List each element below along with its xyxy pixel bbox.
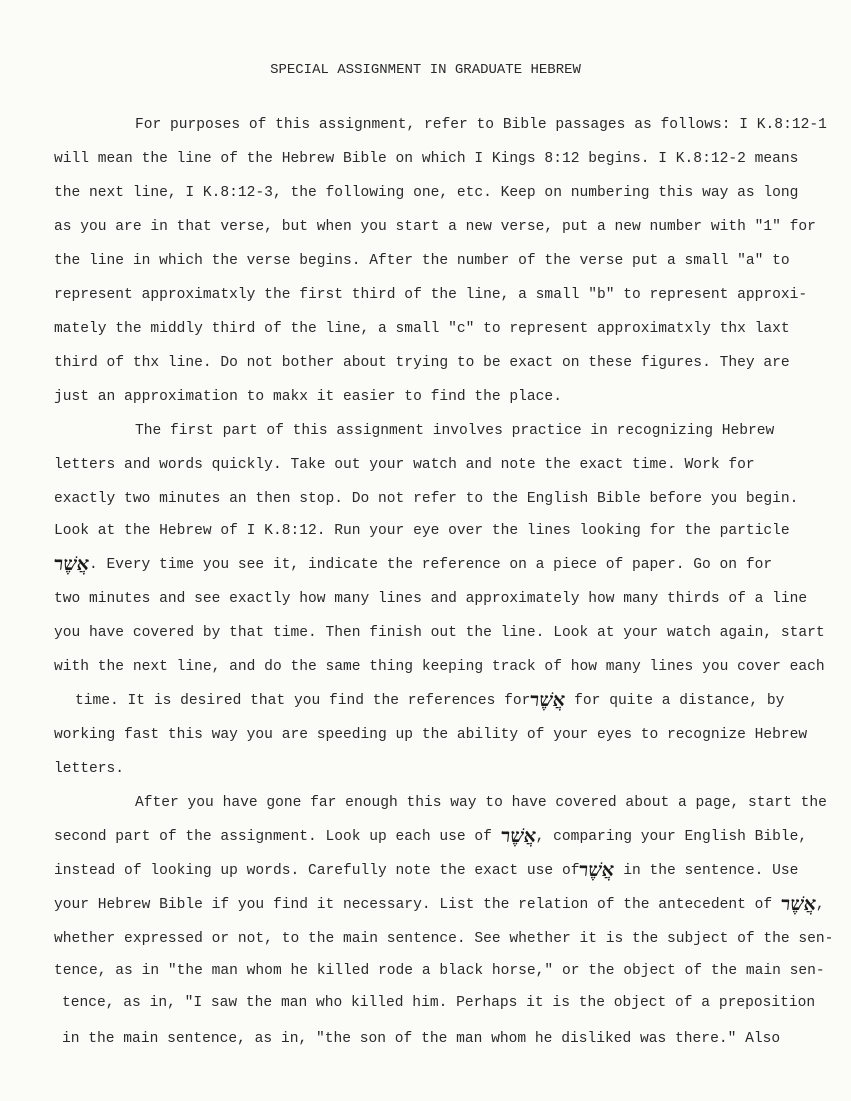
text-line: just an approximation to makx it easier to find the place.: [54, 389, 562, 405]
text-line: letters and words quickly. Take out your watch and note the exact time. Work for: [54, 457, 755, 473]
text-line: the next line, I K.8:12-3, the following one, etc. Keep on numbering this way as long: [54, 185, 799, 201]
text-line: you have covered by that time. Then finish out the line. Look at your watch again, start: [54, 625, 825, 641]
page-title: SPECIAL ASSIGNMENT IN GRADUATE HEBREW: [270, 62, 581, 78]
text-line: in the main sentence, as in, "the son of the man whom he disliked was there." Also: [62, 1031, 781, 1047]
text-line: second part of the assignment. Look up each use of אֲשֶׁר, comparing your English Bible,: [54, 825, 808, 847]
text-line: letters.: [54, 761, 125, 777]
hebrew-word-asher: אֲשֶׁר: [529, 689, 567, 711]
text-line: time. It is desired that you find the references forאֲשֶׁר for quite a distance, by: [75, 689, 785, 711]
text-line: working fast this way you are speeding up the ability of your eyes to recognize Hebrew: [54, 727, 808, 743]
text-line: will mean the line of the Hebrew Bible on which I Kings 8:12 begins. I K.8:12-2 means: [54, 151, 799, 167]
text-line: tence, as in "the man whom he killed rode a black horse," or the object of the main sen-: [54, 963, 825, 979]
text-line: Look at the Hebrew of I K.8:12. Run your eye over the lines looking for the particle: [54, 523, 790, 539]
text-line: The first part of this assignment involves practice in recognizing Hebrew: [135, 423, 775, 439]
text-line: two minutes and see exactly how many lines and approximately how many thirds of a line: [54, 591, 808, 607]
text-line: with the next line, and do the same thing keeping track of how many lines you cover each: [54, 659, 825, 675]
text-line: the line in which the verse begins. After the number of the verse put a small "a" to: [54, 253, 790, 269]
text-line: whether expressed or not, to the main sentence. See whether it is the subject of the sen-: [54, 931, 834, 947]
hebrew-word-asher: אֲשֶׁר: [779, 893, 818, 915]
text-line: your Hebrew Bible if you find it necessary. List the relation of the antecedent of אֲשֶׁר,: [54, 893, 825, 915]
text-line: For purposes of this assignment, refer to Bible passages as follows: I K.8:12-1: [135, 117, 827, 133]
text-line: as you are in that verse, but when you start a new verse, put a new number with "1" for: [54, 219, 816, 235]
hebrew-word-asher: אֲשֶׁר: [499, 825, 537, 847]
text-line: represent approximatxly the first third of the line, a small "b" to represent approxi-: [54, 287, 808, 303]
text-line: mately the middly third of the line, a small "c" to represent approximatxly thx laxt: [54, 321, 790, 337]
text-line: exactly two minutes an then stop. Do not refer to the English Bible before you begin.: [54, 491, 799, 507]
text-line: third of thx line. Do not bother about trying to be exact on these figures. They are: [54, 355, 790, 371]
text-line: tence, as in, "I saw the man who killed him. Perhaps it is the object of a preposition: [62, 995, 816, 1011]
text-line: אֲשֶׁר. Every time you see it, indicate the reference on a piece of paper. Go on for: [52, 553, 773, 575]
hebrew-word-asher: אֲשֶׁר: [52, 553, 91, 575]
text-line: After you have gone far enough this way to have covered about a page, start the: [135, 795, 827, 811]
text-line: instead of looking up words. Carefully note the exact use ofאֲשֶׁר in the sentence. Use: [54, 859, 799, 881]
hebrew-word-asher: אֲשֶׁר: [578, 859, 616, 881]
